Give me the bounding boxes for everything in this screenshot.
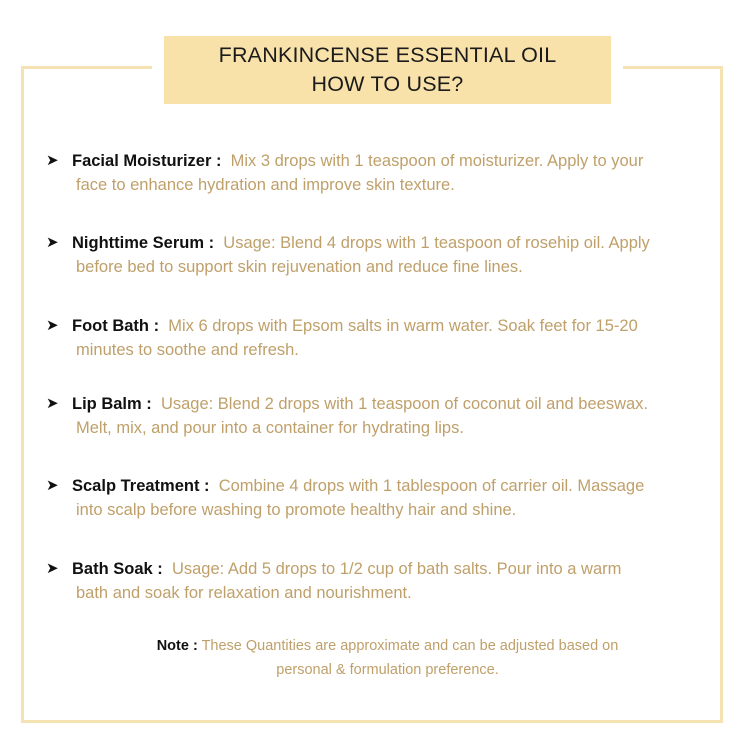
- usage-text: Usage: Add 5 drops to 1/2 cup of bath salts. Pour into a warm: [171, 560, 622, 578]
- usage-label: Foot Bath :: [72, 317, 160, 335]
- page-title: FRANKINCENSE ESSENTIAL OIL: [218, 43, 557, 67]
- usage-label: Nighttime Serum :: [72, 234, 215, 252]
- arrow-bullet-icon: ➤: [46, 395, 59, 412]
- usage-text-continued: bath and soak for relaxation and nourishment.: [76, 584, 412, 602]
- usage-item-facial-moisturizer: [46, 149, 726, 197]
- footnote: [60, 634, 715, 682]
- title-banner: [164, 36, 611, 104]
- usage-item-nighttime-serum: [46, 231, 726, 279]
- usage-item-bath-soak: [46, 557, 726, 605]
- usage-text: Usage: Blend 2 drops with 1 teaspoon of coconut oil and beeswax.: [160, 395, 649, 413]
- note-text-continued: personal & formulation preference.: [276, 662, 499, 678]
- usage-item-scalp-treatment: [46, 474, 726, 522]
- note-text: These Quantities are approximate and can be adjusted based on: [201, 638, 619, 654]
- usage-text-continued: face to enhance hydration and improve skin texture.: [76, 176, 455, 194]
- note-label: Note :: [156, 638, 198, 654]
- usage-text-continued: Melt, mix, and pour into a container for hydrating lips.: [76, 419, 464, 437]
- usage-label: Bath Soak :: [72, 560, 163, 578]
- usage-text: Usage: Blend 4 drops with 1 teaspoon of rosehip oil. Apply: [223, 234, 650, 252]
- usage-text-continued: into scalp before washing to promote healthy hair and shine.: [76, 501, 517, 519]
- arrow-bullet-icon: ➤: [46, 560, 59, 577]
- usage-label: Lip Balm :: [72, 395, 152, 413]
- usage-text-continued: before bed to support skin rejuvenation and reduce fine lines.: [76, 258, 523, 276]
- usage-text-continued: minutes to soothe and refresh.: [76, 341, 299, 359]
- arrow-bullet-icon: ➤: [46, 234, 59, 251]
- usage-item-lip-balm: [46, 392, 726, 440]
- page-subtitle: HOW TO USE?: [311, 72, 464, 96]
- usage-text: Mix 3 drops with 1 teaspoon of moisturizer. Apply to your: [230, 152, 644, 170]
- usage-label: Scalp Treatment :: [72, 477, 210, 495]
- usage-text: Mix 6 drops with Epsom salts in warm water. Soak feet for 15-20: [168, 317, 638, 335]
- arrow-bullet-icon: ➤: [46, 152, 59, 169]
- usage-text: Combine 4 drops with 1 tablespoon of carrier oil. Massage: [218, 477, 645, 495]
- arrow-bullet-icon: ➤: [46, 317, 59, 334]
- usage-label: Facial Moisturizer :: [72, 152, 222, 170]
- arrow-bullet-icon: ➤: [46, 477, 59, 494]
- usage-item-foot-bath: [46, 314, 726, 362]
